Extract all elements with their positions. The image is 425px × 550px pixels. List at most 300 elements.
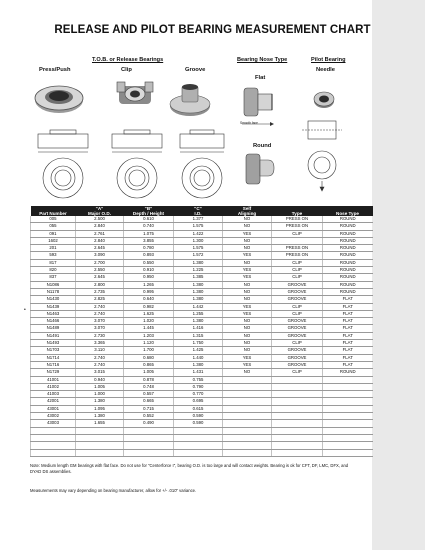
table-cell: 0.552	[124, 413, 174, 420]
table-cell: 1.385	[174, 274, 223, 281]
table-cell: GROOVE	[272, 281, 323, 288]
table-cell: 3.090	[76, 252, 124, 259]
table-row	[31, 274, 373, 281]
label-clip: Clip	[121, 67, 132, 73]
table-cell: 1.377	[174, 216, 223, 223]
table-cell: ROUND	[323, 274, 373, 281]
table-cell	[323, 434, 373, 441]
table-cell	[272, 427, 323, 434]
table-cell: 43001	[31, 405, 76, 412]
table-row	[31, 223, 373, 230]
table-cell: NO	[223, 347, 272, 354]
table-cell: YES	[223, 303, 272, 310]
table-row	[31, 376, 373, 383]
table-cell	[223, 420, 272, 427]
table-cell	[323, 391, 373, 398]
table-cell: N1703	[31, 347, 76, 354]
table-row	[31, 369, 373, 376]
table-cell: 1.095	[76, 405, 124, 412]
flat-nose-bearing-photo	[242, 84, 276, 120]
table-cell	[223, 413, 272, 420]
table-cell: CLIP	[272, 340, 323, 347]
table-cell: 1.425	[174, 347, 223, 354]
table-cell: ROUND	[323, 252, 373, 259]
table-cell: 0.740	[124, 223, 174, 230]
table-cell: NO	[223, 281, 272, 288]
table-row	[31, 230, 373, 237]
table-cell: N1178	[31, 288, 76, 295]
table-row	[31, 252, 373, 259]
clip-bearing-photo	[115, 76, 155, 114]
table-cell	[31, 427, 76, 434]
table-cell: 3.855	[124, 237, 174, 244]
table-cell: 1602	[31, 237, 76, 244]
label-press-push: Press/Push	[39, 67, 71, 73]
table-cell: ROUND	[323, 259, 373, 266]
table-cell	[272, 237, 323, 244]
table-cell: 0.640	[124, 296, 174, 303]
table-cell: PRESS ON	[272, 223, 323, 230]
table-cell: 0.715	[124, 405, 174, 412]
table-cell: 1.000	[76, 391, 124, 398]
table-cell: FLAT	[323, 303, 373, 310]
table-cell: 091	[31, 230, 76, 237]
table-cell	[31, 449, 76, 456]
table-row	[31, 237, 373, 244]
table-row	[31, 245, 373, 252]
table-cell: ROUND	[323, 230, 373, 237]
label-flat: Flat	[255, 75, 266, 81]
table-row	[31, 354, 373, 361]
table-cell	[323, 442, 373, 449]
table-cell: FLAT	[323, 347, 373, 354]
table-cell: 0.590	[174, 413, 223, 420]
table-cell: 593	[31, 252, 76, 259]
table-cell: 0.893	[124, 252, 174, 259]
table-cell: 1.422	[174, 230, 223, 237]
table-cell: 3.070	[76, 318, 124, 325]
table-cell	[323, 398, 373, 405]
table-cell: ROUND	[323, 245, 373, 252]
table-cell: FLAT	[323, 296, 373, 303]
table-cell: 0.790	[174, 383, 223, 390]
table-cell: 2.840	[76, 223, 124, 230]
table-cell	[223, 391, 272, 398]
table-cell: 1.315	[174, 332, 223, 339]
table-cell	[31, 442, 76, 449]
table-cell: 0.615	[174, 405, 223, 412]
table-cell: YES	[223, 354, 272, 361]
table-cell: 0.780	[124, 245, 174, 252]
table-cell	[124, 434, 174, 441]
table-cell: 43003	[31, 420, 76, 427]
table-cell: 005	[31, 216, 76, 223]
table-cell: 0.695	[174, 398, 223, 405]
table-cell: GROOVE	[272, 296, 323, 303]
table-cell: N1716	[31, 361, 76, 368]
table-cell	[272, 383, 323, 390]
bearing-dimension-drawings	[30, 128, 230, 203]
table-cell: 1.380	[174, 296, 223, 303]
table-cell	[272, 405, 323, 412]
table-cell	[76, 449, 124, 456]
page-title: RELEASE AND PILOT BEARING MEASUREMENT CHART	[54, 24, 371, 36]
table-row	[31, 332, 373, 339]
table-cell: 1.380	[174, 281, 223, 288]
table-cell: N1493	[31, 340, 76, 347]
table-cell: 2.730	[76, 332, 124, 339]
table-cell: CLIP	[272, 274, 323, 281]
table-cell: 41001	[31, 376, 76, 383]
table-cell: 0.490	[124, 420, 174, 427]
table-cell: 2.840	[76, 237, 124, 244]
table-cell: 1.120	[124, 340, 174, 347]
table-cell: 055	[31, 223, 76, 230]
table-cell	[272, 413, 323, 420]
table-cell: 2.550	[76, 267, 124, 274]
table-cell: FLAT	[323, 332, 373, 339]
table-cell	[323, 427, 373, 434]
table-cell: CLIP	[272, 267, 323, 274]
table-cell: 3.365	[76, 340, 124, 347]
table-cell	[272, 442, 323, 449]
bullet-marker: •	[24, 307, 26, 313]
table-cell	[223, 398, 272, 405]
table-cell: NO	[223, 318, 272, 325]
table-cell: 1.655	[76, 420, 124, 427]
table-cell	[272, 449, 323, 456]
table-cell: YES	[223, 267, 272, 274]
table-cell: 1.431	[174, 369, 223, 376]
table-cell: CLIP	[272, 310, 323, 317]
table-row	[31, 288, 373, 295]
table-cell: ROUND	[323, 369, 373, 376]
press-push-bearing-photo	[33, 78, 88, 120]
smooth-face-arrow	[240, 118, 276, 126]
table-cell: YES	[223, 252, 272, 259]
table-row	[31, 398, 373, 405]
table-cell: 0.770	[174, 391, 223, 398]
table-header-cell: Aligning	[223, 211, 272, 216]
table-row	[31, 449, 373, 456]
table-cell	[323, 413, 373, 420]
table-cell: NO	[223, 288, 272, 295]
table-cell: 1.750	[174, 340, 223, 347]
table-row	[31, 405, 373, 412]
table-cell	[272, 376, 323, 383]
table-cell: 1.625	[124, 310, 174, 317]
table-cell: 1.203	[124, 332, 174, 339]
table-cell: NO	[223, 216, 272, 223]
table-header-cell: "C"	[174, 206, 223, 211]
table-cell: 201	[31, 245, 76, 252]
table-cell	[272, 391, 323, 398]
table-cell: 1.020	[124, 318, 174, 325]
table-cell	[223, 405, 272, 412]
table-row	[31, 340, 373, 347]
table-cell: 1.380	[76, 413, 124, 420]
table-cell: 1.005	[124, 369, 174, 376]
table-header-cell: "A"	[76, 206, 124, 211]
table-cell	[223, 434, 272, 441]
table-cell: 1.416	[174, 325, 223, 332]
table-cell	[323, 383, 373, 390]
table-cell	[223, 449, 272, 456]
table-cell: NO	[223, 259, 272, 266]
table-cell: 0.610	[124, 216, 174, 223]
table-cell: GROOVE	[272, 318, 323, 325]
table-cell: ROUND	[323, 237, 373, 244]
table-cell	[323, 449, 373, 456]
table-cell: 1.572	[174, 252, 223, 259]
table-cell: 1.300	[174, 237, 223, 244]
table-cell: 0.878	[124, 376, 174, 383]
table-header-cell: Self	[223, 206, 272, 211]
table-header-cell: Nose Type	[323, 211, 373, 216]
table-cell: 2.740	[76, 310, 124, 317]
table-cell: 2.645	[76, 245, 124, 252]
table-cell: 2.500	[76, 216, 124, 223]
table-cell: 1.380	[174, 259, 223, 266]
table-cell	[76, 442, 124, 449]
table-cell	[272, 398, 323, 405]
table-cell: N1729	[31, 369, 76, 376]
table-row	[31, 318, 373, 325]
table-cell: NO	[223, 369, 272, 376]
table-cell: 0.680	[124, 354, 174, 361]
table-cell: NO	[223, 296, 272, 303]
table-row	[31, 216, 373, 223]
table-cell	[323, 405, 373, 412]
table-cell: 1.442	[174, 303, 223, 310]
table-cell: YES	[223, 310, 272, 317]
table-cell: 0.748	[124, 383, 174, 390]
table-cell: N1491	[31, 332, 76, 339]
table-cell: CLIP	[272, 230, 323, 237]
table-cell: 1.380	[174, 288, 223, 295]
table-cell: GROOVE	[272, 332, 323, 339]
page-shadow	[372, 0, 425, 550]
table-cell: 1.075	[124, 230, 174, 237]
table-row	[31, 391, 373, 398]
table-cell: 2.740	[76, 361, 124, 368]
table-cell	[323, 420, 373, 427]
table-cell: YES	[223, 274, 272, 281]
table-cell: 2.761	[76, 230, 124, 237]
table-cell: 0.550	[124, 259, 174, 266]
table-cell: 41003	[31, 391, 76, 398]
table-cell: 2.740	[76, 354, 124, 361]
table-cell: 3.110	[76, 347, 124, 354]
table-cell: 42001	[31, 398, 76, 405]
table-cell: 817	[31, 259, 76, 266]
table-cell	[223, 383, 272, 390]
label-groove: Groove	[185, 67, 206, 73]
table-cell: GROOVE	[272, 354, 323, 361]
table-row	[31, 296, 373, 303]
table-cell	[174, 434, 223, 441]
table-cell: N1439	[31, 303, 76, 310]
table-cell: 0.950	[124, 274, 174, 281]
table-cell	[76, 427, 124, 434]
table-cell: NO	[223, 340, 272, 347]
table-cell: 2.700	[76, 259, 124, 266]
table-cell: ROUND	[323, 216, 373, 223]
table-row	[31, 267, 373, 274]
table-cell: GROOVE	[272, 347, 323, 354]
table-cell: 43002	[31, 413, 76, 420]
table-cell	[124, 449, 174, 456]
table-cell: NO	[223, 223, 272, 230]
table-row	[31, 303, 373, 310]
table-cell: 1.255	[174, 310, 223, 317]
table-cell: 1.265	[124, 281, 174, 288]
table-cell: 0.557	[124, 391, 174, 398]
pilot-bearing-drawing	[298, 115, 348, 195]
table-cell: FLAT	[323, 361, 373, 368]
table-row	[31, 347, 373, 354]
table-cell: FLAT	[323, 325, 373, 332]
table-cell: NO	[223, 325, 272, 332]
table-cell: 1.225	[174, 267, 223, 274]
needle-bearing-photo	[312, 88, 336, 110]
note-medium-gm: Note: Medium length GM bearings with flat face. Do not use for "Centerforce I", bearing O.D. is too large and will contact weights. Bearing is ok for CFT, DF, LMC, DFX, and DYAD DS assemblies.	[30, 463, 349, 474]
table-cell: 3.070	[76, 325, 124, 332]
table-cell: N1466	[31, 318, 76, 325]
table-cell: 1.005	[76, 383, 124, 390]
table-cell: PRESS ON	[272, 245, 323, 252]
table-cell: N1463	[31, 310, 76, 317]
table-cell: 0.940	[76, 376, 124, 383]
table-cell: PRESS ON	[272, 216, 323, 223]
table-cell: 1.575	[174, 245, 223, 252]
table-cell: 1.380	[174, 318, 223, 325]
table-cell: ROUND	[323, 223, 373, 230]
table-cell	[174, 449, 223, 456]
table-cell: N1714	[31, 354, 76, 361]
table-cell: 2.740	[76, 303, 124, 310]
table-cell: GROOVE	[272, 325, 323, 332]
table-cell: 820	[31, 267, 76, 274]
table-row	[31, 442, 373, 449]
table-cell: N1489	[31, 325, 76, 332]
table-cell: CLIP	[272, 303, 323, 310]
table-cell: CLIP	[272, 369, 323, 376]
table-cell: ROUND	[323, 288, 373, 295]
table-row	[31, 281, 373, 288]
table-cell	[223, 427, 272, 434]
table-cell: 1.445	[124, 325, 174, 332]
table-cell: PRESS ON	[272, 252, 323, 259]
table-cell: 41002	[31, 383, 76, 390]
table-cell: 2.800	[76, 281, 124, 288]
table-cell: 0.755	[174, 376, 223, 383]
section-tob: T.O.B. or Release Bearings	[92, 57, 164, 63]
section-nose-type: Bearing Nose Type	[237, 57, 288, 63]
table-cell: FLAT	[323, 318, 373, 325]
table-row	[31, 383, 373, 390]
table-cell: NO	[223, 237, 272, 244]
table-row	[31, 434, 373, 441]
table-row	[31, 413, 373, 420]
table-row	[31, 310, 373, 317]
section-pilot: Pilot Bearing	[311, 57, 346, 63]
table-row	[31, 427, 373, 434]
table-header-cell: Depth / Height	[124, 211, 174, 216]
table-cell: CLIP	[272, 259, 323, 266]
table-cell	[272, 434, 323, 441]
table-cell	[76, 434, 124, 441]
table-header-cell: Part Number	[31, 211, 76, 216]
table-cell	[223, 442, 272, 449]
table-cell: FLAT	[323, 310, 373, 317]
table-cell: ROUND	[323, 281, 373, 288]
table-cell: 3.015	[76, 369, 124, 376]
table-cell: NO	[223, 332, 272, 339]
label-smooth-face: Smooth face	[240, 121, 258, 125]
table-cell: 2.645	[76, 274, 124, 281]
table-cell: N1086	[31, 281, 76, 288]
table-header-cell: I.D.	[174, 211, 223, 216]
table-cell: 2.735	[76, 288, 124, 295]
table-cell: 1.575	[174, 223, 223, 230]
table-cell: GROOVE	[272, 361, 323, 368]
groove-bearing-photo	[168, 82, 216, 118]
round-nose-bearing-photo	[244, 150, 276, 188]
table-row	[31, 420, 373, 427]
measurement-table	[30, 206, 373, 457]
table-cell: 1.700	[124, 347, 174, 354]
table-header-cell: Type	[272, 211, 323, 216]
table-cell	[272, 420, 323, 427]
table-row	[31, 259, 373, 266]
table-cell: FLAT	[323, 354, 373, 361]
table-cell: 1.380	[76, 398, 124, 405]
table-cell: NO	[223, 245, 272, 252]
table-cell: YES	[223, 361, 272, 368]
table-row	[31, 361, 373, 368]
label-round: Round	[253, 143, 272, 149]
table-cell	[124, 442, 174, 449]
table-cell: YES	[223, 230, 272, 237]
table-cell: 837	[31, 274, 76, 281]
table-cell: 0.995	[124, 288, 174, 295]
table-cell	[323, 376, 373, 383]
table-cell: 2.825	[76, 296, 124, 303]
table-cell: 1.380	[174, 361, 223, 368]
table-cell	[223, 376, 272, 383]
table-cell: 0.665	[124, 398, 174, 405]
table-row	[31, 325, 373, 332]
table-cell: 0.590	[174, 420, 223, 427]
table-cell: 0.865	[124, 361, 174, 368]
table-cell: 0.982	[124, 303, 174, 310]
table-cell: 0.910	[124, 267, 174, 274]
table-cell: 1.440	[174, 354, 223, 361]
label-needle: Needle	[316, 67, 336, 73]
table-cell: GROOVE	[272, 288, 323, 295]
table-cell: FLAT	[323, 340, 373, 347]
table-cell	[31, 434, 76, 441]
table-cell	[174, 427, 223, 434]
table-header-cell: Major O.D.	[76, 211, 124, 216]
table-cell	[124, 427, 174, 434]
table-cell: N1430	[31, 296, 76, 303]
note-variance: Measurements may vary depending on bearing manufacturer, allow for +/- .010" variance.	[30, 488, 197, 493]
table-cell	[174, 442, 223, 449]
table-header-cell: "B"	[124, 206, 174, 211]
table-cell: ROUND	[323, 267, 373, 274]
